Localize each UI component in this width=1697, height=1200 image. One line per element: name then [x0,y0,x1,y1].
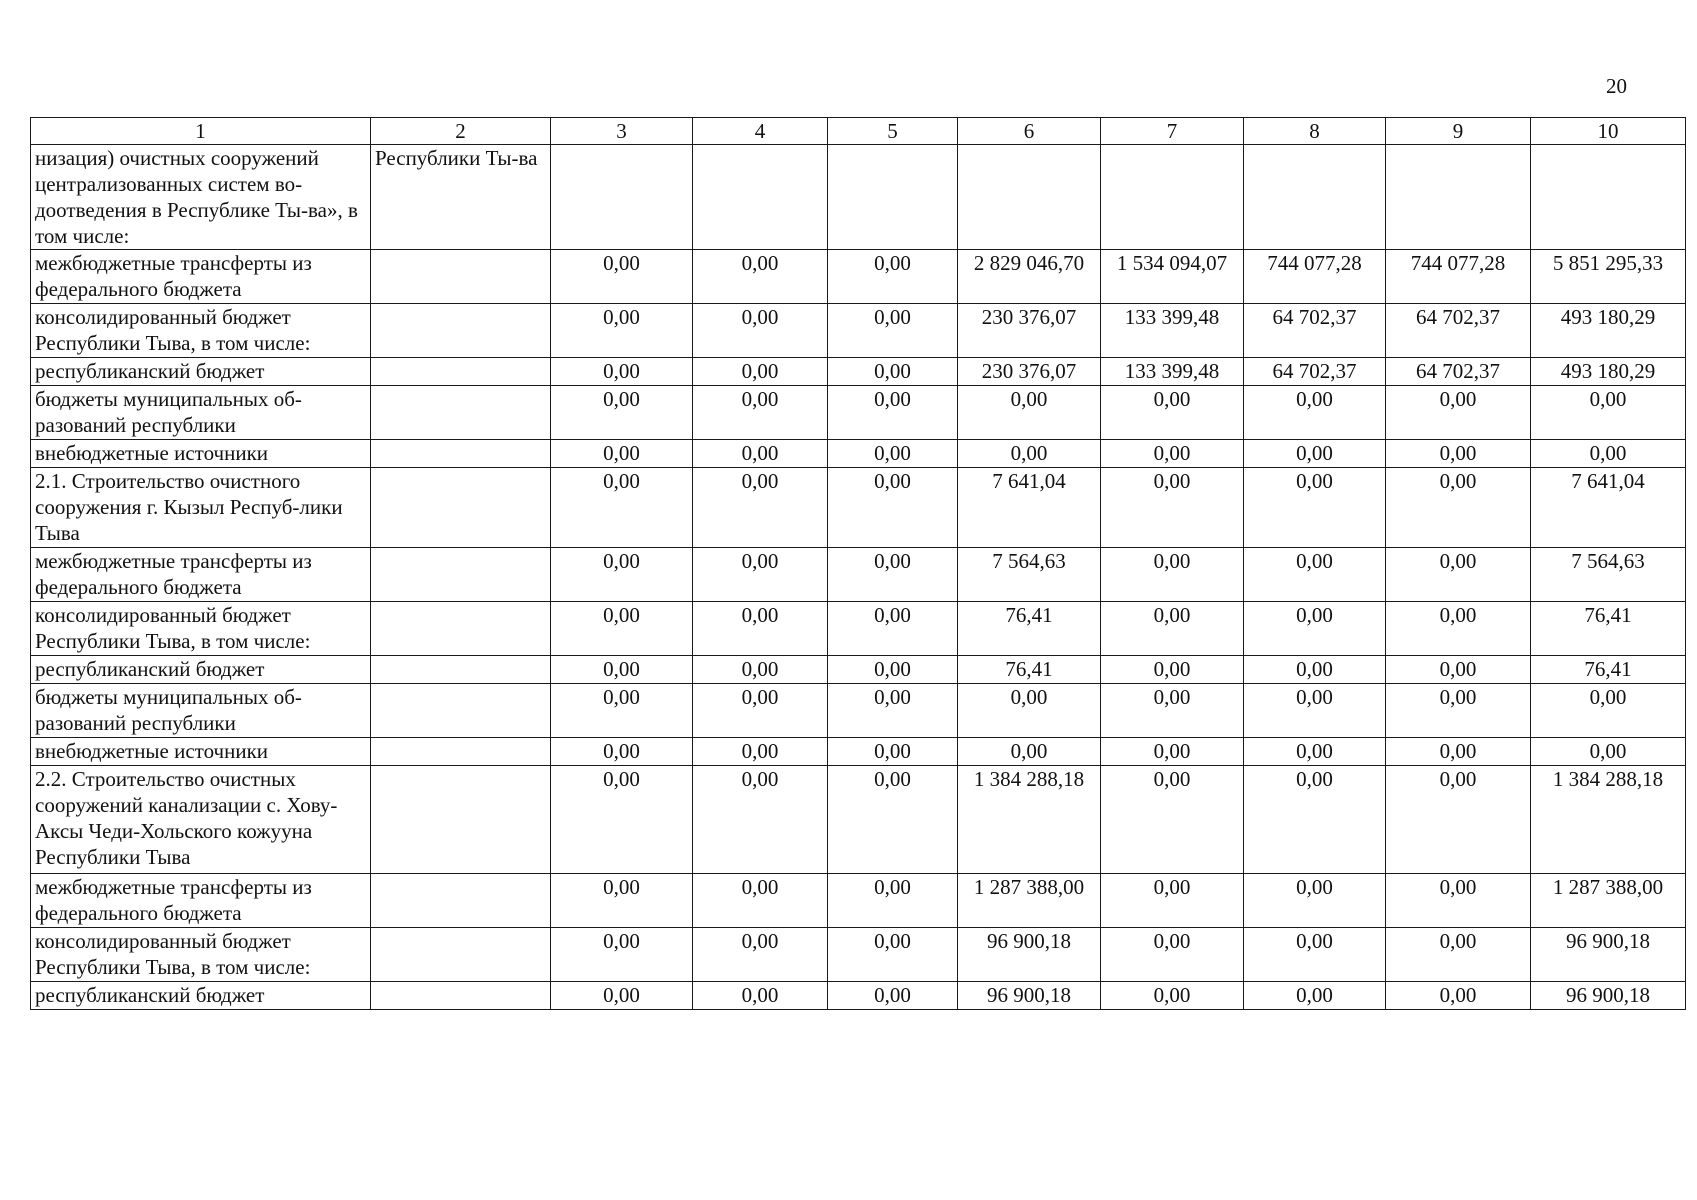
value-cell-col3: 0,00 [551,874,693,928]
value-cell-col3: 0,00 [551,738,693,766]
value-cell-col7: 0,00 [1101,440,1244,468]
responsible-cell [371,982,551,1010]
responsible-cell [371,358,551,386]
value-cell-col7: 0,00 [1101,982,1244,1010]
table-row [31,145,1686,250]
row-description: межбюджетные трансферты из федерального бюджета [31,548,371,602]
table-row [31,982,1686,1010]
value-cell-col6: 76,41 [958,656,1101,684]
value-cell-col8: 64 702,37 [1244,304,1386,358]
value-cell-col4: 0,00 [693,874,828,928]
value-cell-col6: 0,00 [958,440,1101,468]
value-cell-col4: 0,00 [693,928,828,982]
value-cell-col6: 1 384 288,18 [958,766,1101,874]
value-cell-col3: 0,00 [551,982,693,1010]
value-cell-col7: 1 534 094,07 [1101,250,1244,304]
value-cell-col9: 0,00 [1386,386,1531,440]
value-cell-col6: 96 900,18 [958,928,1101,982]
value-cell-col8: 0,00 [1244,684,1386,738]
value-cell-col8: 744 077,28 [1244,250,1386,304]
row-description: 2.1. Строительство очистного сооружения г. Кызыл Респуб-лики Тыва [31,468,371,548]
value-cell-col10: 76,41 [1531,602,1686,656]
value-cell-col9: 64 702,37 [1386,304,1531,358]
column-header: 8 [1244,118,1386,145]
responsible-cell [371,738,551,766]
value-cell-col5: 0,00 [828,656,958,684]
value-cell-col3: 0,00 [551,928,693,982]
table-row [31,440,1686,468]
value-cell-col5: 0,00 [828,874,958,928]
responsible-cell [371,928,551,982]
column-header: 4 [693,118,828,145]
value-cell-col10: 76,41 [1531,656,1686,684]
value-cell-col5: 0,00 [828,440,958,468]
value-cell-col3: 0,00 [551,468,693,548]
responsible-cell [371,656,551,684]
value-cell-col10: 1 384 288,18 [1531,766,1686,874]
value-cell-col3: 0,00 [551,304,693,358]
value-cell-col4: 0,00 [693,468,828,548]
value-cell-col7: 0,00 [1101,656,1244,684]
value-cell-col8: 0,00 [1244,656,1386,684]
table-row [31,548,1686,602]
value-cell-col3: 0,00 [551,250,693,304]
row-description: консолидированный бюджет Республики Тыва, в том числе: [31,602,371,656]
value-cell-col5: 0,00 [828,304,958,358]
value-cell-col6 [958,145,1101,250]
row-description: бюджеты муниципальных об-разований республики [31,684,371,738]
value-cell-col9: 744 077,28 [1386,250,1531,304]
value-cell-col7: 0,00 [1101,548,1244,602]
value-cell-col7: 0,00 [1101,738,1244,766]
column-header: 2 [371,118,551,145]
row-description: республиканский бюджет [31,656,371,684]
responsible-cell: Республики Ты-ва [371,145,551,250]
value-cell-col4: 0,00 [693,982,828,1010]
column-header: 10 [1531,118,1686,145]
value-cell-col10: 96 900,18 [1531,982,1686,1010]
value-cell-col5: 0,00 [828,548,958,602]
value-cell-col10: 0,00 [1531,386,1686,440]
value-cell-col3: 0,00 [551,358,693,386]
budget-table [30,117,1686,1010]
value-cell-col8: 0,00 [1244,440,1386,468]
value-cell-col6: 7 641,04 [958,468,1101,548]
value-cell-col5: 0,00 [828,386,958,440]
row-description: внебюджетные источники [31,440,371,468]
value-cell-col4: 0,00 [693,548,828,602]
value-cell-col6: 96 900,18 [958,982,1101,1010]
responsible-cell [371,468,551,548]
value-cell-col10: 0,00 [1531,738,1686,766]
value-cell-col6: 230 376,07 [958,358,1101,386]
value-cell-col4: 0,00 [693,250,828,304]
value-cell-col7: 0,00 [1101,684,1244,738]
value-cell-col6: 1 287 388,00 [958,874,1101,928]
value-cell-col4: 0,00 [693,766,828,874]
value-cell-col9: 0,00 [1386,766,1531,874]
value-cell-col6: 76,41 [958,602,1101,656]
responsible-cell [371,386,551,440]
value-cell-col5 [828,145,958,250]
value-cell-col6: 0,00 [958,738,1101,766]
value-cell-col7: 133 399,48 [1101,304,1244,358]
value-cell-col3: 0,00 [551,684,693,738]
value-cell-col10: 0,00 [1531,440,1686,468]
value-cell-col8: 0,00 [1244,928,1386,982]
value-cell-col8: 0,00 [1244,874,1386,928]
table-row [31,928,1686,982]
table-row [31,468,1686,548]
value-cell-col4: 0,00 [693,358,828,386]
column-header: 5 [828,118,958,145]
table-row [31,874,1686,928]
row-description: 2.2. Строительство очистных сооружений канализации с. Хову-Аксы Чеди-Хольского кожууна Республики Тыва [31,766,371,874]
value-cell-col10: 7 564,63 [1531,548,1686,602]
row-description: низация) очистных сооружений централизованных систем во-доотведения в Республике Ты-ва», в том числе: [31,145,371,250]
table-row [31,656,1686,684]
value-cell-col10: 0,00 [1531,684,1686,738]
header-row [31,118,1686,145]
value-cell-col9: 0,00 [1386,656,1531,684]
value-cell-col3: 0,00 [551,440,693,468]
table-body [31,145,1686,1010]
value-cell-col9: 0,00 [1386,874,1531,928]
value-cell-col7: 0,00 [1101,928,1244,982]
responsible-cell [371,684,551,738]
value-cell-col8: 0,00 [1244,386,1386,440]
row-description: внебюджетные источники [31,738,371,766]
column-header: 7 [1101,118,1244,145]
value-cell-col7: 0,00 [1101,602,1244,656]
responsible-cell [371,602,551,656]
value-cell-col10 [1531,145,1686,250]
value-cell-col5: 0,00 [828,250,958,304]
table-row [31,684,1686,738]
value-cell-col4 [693,145,828,250]
value-cell-col4: 0,00 [693,656,828,684]
value-cell-col5: 0,00 [828,468,958,548]
value-cell-col4: 0,00 [693,440,828,468]
value-cell-col8: 0,00 [1244,982,1386,1010]
value-cell-col8: 64 702,37 [1244,358,1386,386]
row-description: республиканский бюджет [31,358,371,386]
table-row [31,386,1686,440]
column-header: 6 [958,118,1101,145]
responsible-cell [371,250,551,304]
value-cell-col5: 0,00 [828,766,958,874]
value-cell-col10: 7 641,04 [1531,468,1686,548]
value-cell-col9: 0,00 [1386,602,1531,656]
value-cell-col4: 0,00 [693,304,828,358]
value-cell-col8: 0,00 [1244,766,1386,874]
value-cell-col6: 7 564,63 [958,548,1101,602]
value-cell-col10: 96 900,18 [1531,928,1686,982]
value-cell-col8: 0,00 [1244,602,1386,656]
value-cell-col3: 0,00 [551,548,693,602]
value-cell-col10: 5 851 295,33 [1531,250,1686,304]
value-cell-col3: 0,00 [551,656,693,684]
value-cell-col9: 64 702,37 [1386,358,1531,386]
value-cell-col10: 493 180,29 [1531,358,1686,386]
value-cell-col5: 0,00 [828,738,958,766]
value-cell-col7 [1101,145,1244,250]
table-row [31,304,1686,358]
value-cell-col5: 0,00 [828,928,958,982]
value-cell-col6: 230 376,07 [958,304,1101,358]
value-cell-col5: 0,00 [828,358,958,386]
value-cell-col7: 0,00 [1101,874,1244,928]
value-cell-col6: 0,00 [958,684,1101,738]
value-cell-col5: 0,00 [828,684,958,738]
page-number: 20 [1606,74,1627,98]
value-cell-col9: 0,00 [1386,684,1531,738]
value-cell-col8: 0,00 [1244,468,1386,548]
value-cell-col8 [1244,145,1386,250]
row-description: межбюджетные трансферты из федерального бюджета [31,874,371,928]
column-header: 3 [551,118,693,145]
value-cell-col7: 0,00 [1101,386,1244,440]
responsible-cell [371,766,551,874]
value-cell-col4: 0,00 [693,738,828,766]
value-cell-col10: 1 287 388,00 [1531,874,1686,928]
row-description: консолидированный бюджет Республики Тыва, в том числе: [31,928,371,982]
table-row [31,766,1686,874]
value-cell-col4: 0,00 [693,602,828,656]
responsible-cell [371,440,551,468]
value-cell-col3: 0,00 [551,766,693,874]
value-cell-col4: 0,00 [693,684,828,738]
value-cell-col6: 2 829 046,70 [958,250,1101,304]
value-cell-col9: 0,00 [1386,468,1531,548]
responsible-cell [371,304,551,358]
value-cell-col7: 0,00 [1101,468,1244,548]
responsible-cell [371,874,551,928]
value-cell-col3 [551,145,693,250]
table-row [31,738,1686,766]
value-cell-col8: 0,00 [1244,548,1386,602]
row-description: республиканский бюджет [31,982,371,1010]
value-cell-col8: 0,00 [1244,738,1386,766]
row-description: бюджеты муниципальных об-разований республики [31,386,371,440]
column-header: 9 [1386,118,1531,145]
row-description: консолидированный бюджет Республики Тыва, в том числе: [31,304,371,358]
value-cell-col9: 0,00 [1386,738,1531,766]
value-cell-col4: 0,00 [693,386,828,440]
value-cell-col7: 0,00 [1101,766,1244,874]
value-cell-col5: 0,00 [828,602,958,656]
row-description: межбюджетные трансферты из федерального бюджета [31,250,371,304]
value-cell-col3: 0,00 [551,386,693,440]
value-cell-col9 [1386,145,1531,250]
table-row [31,358,1686,386]
table-row [31,602,1686,656]
value-cell-col7: 133 399,48 [1101,358,1244,386]
value-cell-col3: 0,00 [551,602,693,656]
value-cell-col9: 0,00 [1386,440,1531,468]
value-cell-col9: 0,00 [1386,982,1531,1010]
value-cell-col6: 0,00 [958,386,1101,440]
value-cell-col9: 0,00 [1386,928,1531,982]
table-row [31,250,1686,304]
value-cell-col10: 493 180,29 [1531,304,1686,358]
responsible-cell [371,548,551,602]
value-cell-col9: 0,00 [1386,548,1531,602]
column-header: 1 [31,118,371,145]
value-cell-col5: 0,00 [828,982,958,1010]
